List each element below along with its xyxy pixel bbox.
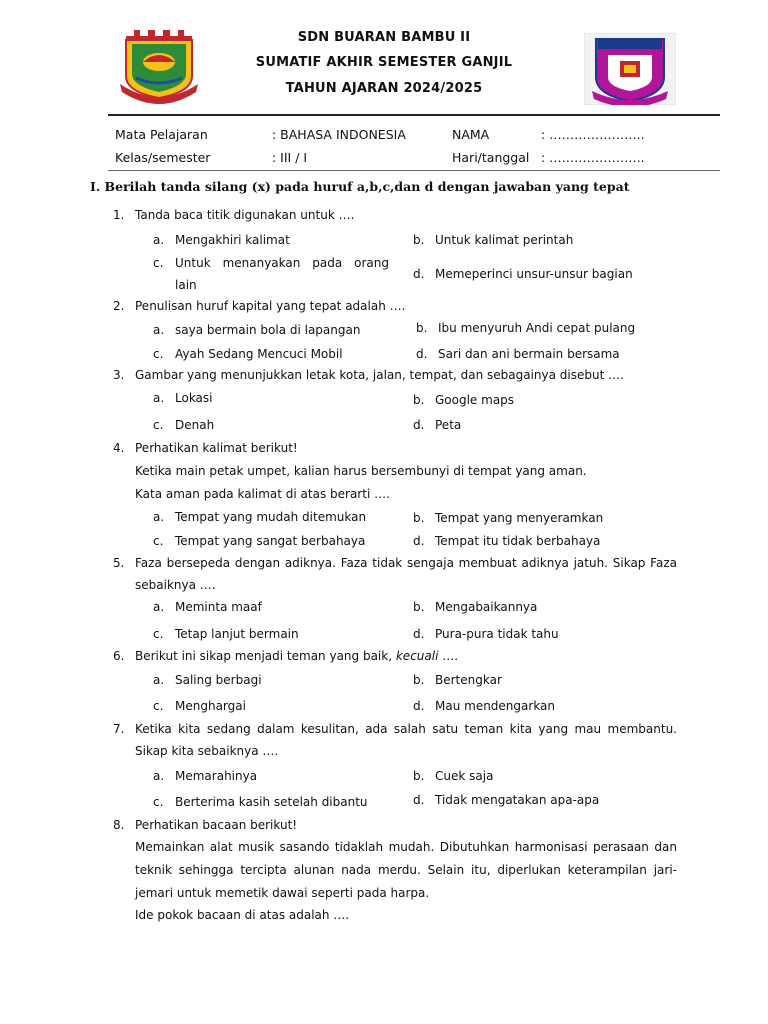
question-number: 4.: [113, 441, 125, 455]
option-d-text[interactable]: Pura-pura tidak tahu: [435, 627, 559, 641]
question-text: Penulisan huruf kapital yang tepat adalah ….: [135, 299, 406, 313]
question-text-line2: sebaiknya ….: [135, 578, 216, 592]
section-instruction: I. Berilah tanda silang (x) pada huruf a,b,c,dan d dengan jawaban yang tepat: [90, 179, 630, 194]
option-b-letter[interactable]: b.: [413, 769, 425, 783]
option-b-letter[interactable]: b.: [413, 600, 425, 614]
option-d-letter[interactable]: d.: [413, 534, 425, 548]
option-a-letter[interactable]: a.: [153, 510, 165, 524]
question-number: 3.: [113, 368, 125, 382]
question-number: 1.: [113, 208, 125, 222]
option-a-letter[interactable]: a.: [153, 769, 165, 783]
question-number: 6.: [113, 649, 125, 663]
question-text: Perhatikan bacaan berikut!: [135, 818, 298, 832]
option-a-text[interactable]: saya bermain bola di lapangan: [175, 323, 361, 337]
option-d-text[interactable]: Tidak mengatakan apa-apa: [435, 793, 600, 807]
option-d-letter[interactable]: d.: [413, 418, 425, 432]
subject-value: : BAHASA INDONESIA: [272, 127, 406, 142]
option-d-letter[interactable]: d.: [413, 267, 425, 281]
question-text-ellipsis: ….: [442, 649, 459, 663]
question-number: 5.: [113, 556, 125, 570]
option-b-text[interactable]: Bertengkar: [435, 673, 502, 687]
date-field[interactable]: : …………………..: [541, 150, 645, 165]
school-badge-icon: [584, 33, 676, 105]
subject-label: Mata Pelajaran: [115, 127, 208, 142]
info-divider: [108, 170, 720, 171]
option-c-text[interactable]: Tempat yang sangat berbahaya: [175, 534, 366, 548]
reading-passage-line3: jemari untuk memetik dawai seperti pada harpa.: [135, 886, 430, 900]
question-number: 7.: [113, 722, 125, 736]
question-text: Gambar yang menunjukkan letak kota, jalan, tempat, dan sebagainya disebut ….: [135, 368, 624, 382]
option-b-text[interactable]: Mengabaikannya: [435, 600, 538, 614]
option-a-letter[interactable]: a.: [153, 323, 165, 337]
class-value: : III / I: [272, 150, 308, 165]
option-c-letter[interactable]: c.: [153, 256, 164, 270]
option-a-letter[interactable]: a.: [153, 673, 165, 687]
option-b-letter[interactable]: b.: [416, 321, 428, 335]
option-d-text[interactable]: Mau mendengarkan: [435, 699, 556, 713]
logo-right: [584, 33, 676, 105]
option-d-text[interactable]: Peta: [435, 418, 462, 432]
option-b-text[interactable]: Cuek saja: [435, 769, 494, 783]
date-label: Hari/tanggal: [452, 150, 530, 165]
option-b-letter[interactable]: b.: [413, 393, 425, 407]
question-text: Tanda baca titik digunakan untuk ….: [135, 208, 355, 222]
question-text-emphasis: kecuali: [395, 649, 439, 663]
option-c-text[interactable]: Berterima kasih setelah dibantu: [175, 795, 368, 809]
option-c-text[interactable]: Tetap lanjut bermain: [175, 627, 299, 641]
option-d-text[interactable]: Memeperinci unsur-unsur bagian: [435, 267, 633, 281]
option-c-text[interactable]: Ayah Sedang Mencuci Mobil: [175, 347, 343, 361]
option-d-letter[interactable]: d.: [413, 793, 425, 807]
option-a-text[interactable]: Tempat yang mudah ditemukan: [175, 510, 367, 524]
question-text-line1: Ketika kita sedang dalam kesulitan, ada salah satu teman kita yang mau membantu.: [135, 722, 677, 736]
reading-passage-line1: Memainkan alat musik sasando tidaklah mudah. Dibutuhkan harmonisasi perasaan dan: [135, 840, 677, 854]
option-b-letter[interactable]: b.: [413, 233, 425, 247]
question-number: 8.: [113, 818, 125, 832]
question-number: 2.: [113, 299, 125, 313]
option-a-text[interactable]: Memarahinya: [175, 769, 258, 783]
option-d-letter[interactable]: d.: [413, 699, 425, 713]
option-d-letter[interactable]: d.: [416, 347, 428, 361]
option-a-letter[interactable]: a.: [153, 233, 165, 247]
option-c-text[interactable]: Menghargai: [175, 699, 246, 713]
option-d-letter[interactable]: d.: [413, 627, 425, 641]
question-sentence: Ketika main petak umpet, kalian harus bersembunyi di tempat yang aman.: [135, 464, 587, 478]
option-a-letter[interactable]: a.: [153, 391, 165, 405]
option-b-letter[interactable]: b.: [413, 511, 425, 525]
option-b-text[interactable]: Ibu menyuruh Andi cepat pulang: [438, 321, 636, 335]
question-text: [135, 645, 677, 667]
option-a-text[interactable]: Saling berbagi: [175, 673, 262, 687]
option-c-text[interactable]: Denah: [175, 418, 215, 432]
option-c-letter[interactable]: c.: [153, 418, 164, 432]
option-b-text[interactable]: Untuk kalimat perintah: [435, 233, 574, 247]
question-prompt: Ide pokok bacaan di atas adalah ….: [135, 908, 350, 922]
class-label: Kelas/semester: [115, 150, 211, 165]
option-c-letter[interactable]: c.: [153, 627, 164, 641]
name-label: NAMA: [452, 127, 490, 142]
option-b-letter[interactable]: b.: [413, 673, 425, 687]
academic-year: TAHUN AJARAN 2024/2025: [285, 81, 483, 96]
question-prompt: Kata aman pada kalimat di atas berarti ….: [135, 487, 390, 501]
option-a-letter[interactable]: a.: [153, 600, 165, 614]
option-a-text[interactable]: Meminta maaf: [175, 600, 262, 614]
question-text-line2: Sikap kita sebaiknya ….: [135, 744, 279, 758]
question-text: Perhatikan kalimat berikut!: [135, 441, 298, 455]
option-b-text[interactable]: Tempat yang menyeramkan: [435, 511, 604, 525]
exam-title: SUMATIF AKHIR SEMESTER GANJIL: [255, 55, 513, 70]
option-d-text[interactable]: Sari dan ani bermain bersama: [438, 347, 620, 361]
option-c-letter[interactable]: c.: [153, 347, 164, 361]
option-a-text[interactable]: Lokasi: [175, 391, 213, 405]
option-d-text[interactable]: Tempat itu tidak berbahaya: [435, 534, 601, 548]
option-c-letter[interactable]: c.: [153, 534, 164, 548]
option-b-text[interactable]: Google maps: [435, 393, 515, 407]
option-c-letter[interactable]: c.: [153, 699, 164, 713]
name-field[interactable]: : …………………..: [541, 127, 645, 142]
reading-passage-line2: teknik sehingga tercipta alunan nada merdu. Selain itu, diperlukan keterampilan jari-: [135, 863, 677, 877]
school-name: SDN BUARAN BAMBU II: [297, 30, 471, 45]
header-divider: [108, 114, 720, 116]
question-text-line1: Faza bersepeda dengan adiknya. Faza tidak sengaja membuat adiknya jatuh. Sikap Faza: [135, 556, 677, 570]
option-c-text-line2[interactable]: lain: [175, 278, 197, 292]
option-c-text-line1[interactable]: Untuk menanyakan pada orang: [175, 256, 389, 270]
question-text-main: Berikut ini sikap menjadi teman yang baik,: [135, 649, 393, 663]
option-a-text[interactable]: Mengakhiri kalimat: [175, 233, 290, 247]
option-c-letter[interactable]: c.: [153, 795, 164, 809]
